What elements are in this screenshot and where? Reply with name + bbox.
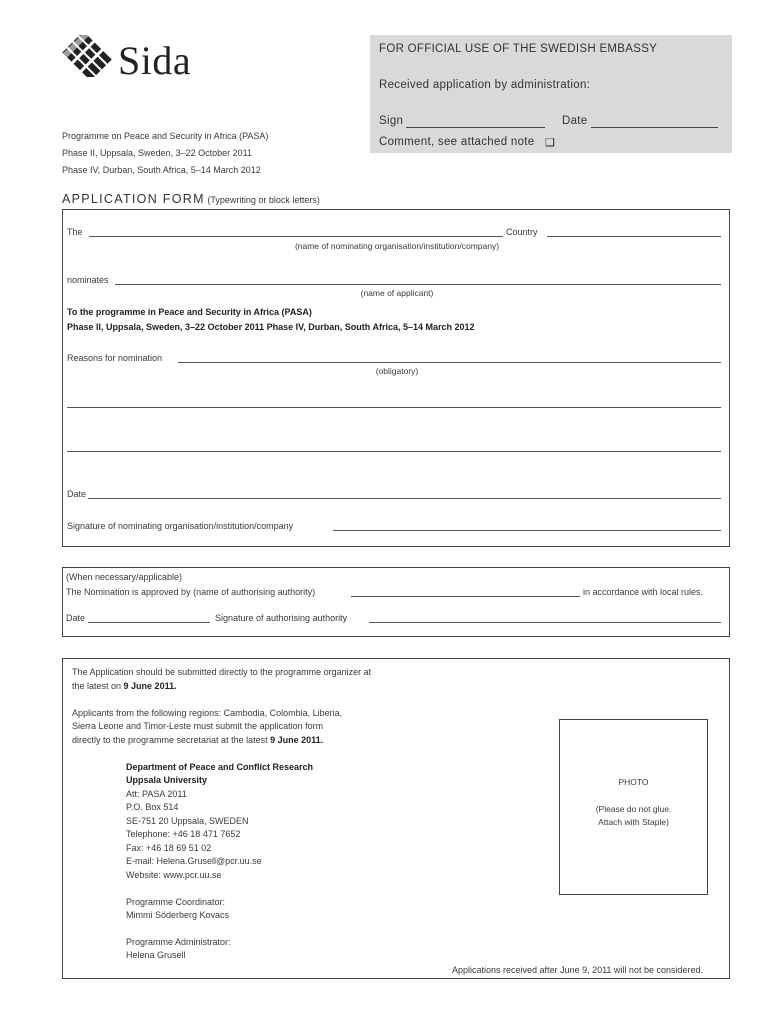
official-comment-label: Comment, see attached note (379, 136, 535, 148)
country-label: Country (506, 227, 538, 237)
obligatory-caption: (obligatory) (375, 366, 419, 376)
regions-line-2: Sierra Leone and Timor-Leste must submit the application form (72, 721, 324, 731)
nominating-signature-label: Signature of nominating organisation/institution/company (67, 521, 294, 531)
administrator-title: Programme Administrator: (126, 937, 231, 947)
address-university: Uppsala University (126, 775, 208, 785)
regions-line-3: directly to the programme secretariat at the latest 9 June 2011. (72, 735, 324, 745)
programme-heading: To the programme in Peace and Security in Africa (PASA) (67, 307, 312, 317)
programme-phases: Phase II, Uppsala, Sweden, 3–22 October 2011 Phase IV, Durban, South Africa, 5–14 March 2012 (67, 322, 475, 332)
programme-info (62, 128, 268, 179)
nomination-form-box (62, 209, 730, 547)
applicant-caption: (name of applicant) (360, 288, 434, 298)
photo-note-line-2: Attach with Staple) (598, 817, 669, 827)
official-date-label: Date (562, 115, 588, 127)
photo-note-line-1: (Please do not glue. (595, 804, 672, 814)
reasons-field-1[interactable] (178, 362, 721, 363)
address-line: Att: PASA 2011 (126, 789, 187, 799)
form-title: APPLICATION FORM (62, 192, 205, 206)
sida-logo-text: Sida (118, 38, 192, 83)
approved-by-label: The Nomination is approved by (name of authorising authority) (66, 587, 316, 597)
address-department: Department of Peace and Conflict Research (126, 762, 314, 772)
address-website: Website: www.pcr.uu.se (126, 870, 222, 880)
official-use-title: FOR OFFICIAL USE OF THE SWEDISH EMBASSY (379, 43, 658, 55)
authority-signature-field[interactable] (369, 622, 721, 623)
programme-line-2: Phase II, Uppsala, Sweden, 3–22 October 2011 (62, 148, 252, 158)
country-field[interactable] (547, 236, 721, 237)
in-accordance-label: in accordance with local rules. (583, 587, 704, 597)
date-field[interactable] (88, 498, 721, 499)
reasons-label: Reasons for nomination (67, 353, 163, 363)
submit-instruction-line-2: the latest on 9 June 2011. (72, 681, 177, 691)
programme-line-1: Programme on Peace and Security in Africa (PASA) (62, 131, 269, 141)
photo-title: PHOTO (618, 777, 649, 787)
photo-box[interactable] (559, 719, 708, 895)
address-email: E-mail: Helena.Grusell@pcr.uu.se (126, 856, 262, 866)
authorising-authority-field[interactable] (351, 596, 580, 597)
official-date-field[interactable] (591, 127, 718, 128)
official-sign-label: Sign (379, 115, 404, 127)
deadline-note: Applications received after June 9, 2011 will not be considered. (452, 965, 703, 975)
comment-checkbox[interactable]: ❑ (545, 137, 556, 149)
authority-signature-label: Signature of authorising authority (215, 613, 348, 623)
approval-date-field[interactable] (88, 622, 210, 623)
official-sign-field[interactable] (406, 127, 545, 128)
approval-box (62, 567, 730, 637)
official-use-box (370, 35, 732, 153)
date-label: Date (67, 489, 87, 499)
programme-line-3: Phase IV, Durban, South Africa, 5–14 March 2012 (62, 165, 261, 175)
reasons-field-3[interactable] (67, 451, 721, 452)
received-by-administration-label: Received application by administration: (379, 79, 591, 91)
address-line: SE-751 20 Uppsala, SWEDEN (126, 816, 249, 826)
sida-logo-icon (62, 35, 112, 77)
when-applicable-label: (When necessary/applicable) (66, 572, 183, 582)
coordinator-title: Programme Coordinator: (126, 897, 226, 907)
nominates-label: nominates (67, 275, 109, 285)
approval-date-label: Date (66, 613, 86, 623)
submit-instruction-line-1: The Application should be submitted directly to the programme organizer at (72, 667, 372, 677)
address-line: P.O. Box 514 (126, 802, 179, 812)
nominating-signature-field[interactable] (333, 530, 721, 531)
address-fax: Fax: +46 18 69 51 02 (126, 843, 212, 853)
nominating-organisation-field[interactable] (89, 236, 503, 237)
regions-line-1: Applicants from the following regions: Cambodia, Colombia, Liberia, (72, 708, 343, 718)
form-subtitle: (Typewriting or block letters) (207, 195, 320, 205)
administrator-name: Helena Grusell (126, 950, 186, 960)
address-telephone: Telephone: +46 18 471 7652 (126, 829, 241, 839)
organisation-caption: (name of nominating organisation/institution/company) (294, 241, 500, 251)
coordinator-name: Mimmi Söderberg Kovacs (126, 910, 230, 920)
the-label: The (67, 227, 83, 237)
application-form-title (62, 192, 320, 206)
applicant-name-field[interactable] (115, 284, 721, 285)
reasons-field-2[interactable] (67, 407, 721, 408)
